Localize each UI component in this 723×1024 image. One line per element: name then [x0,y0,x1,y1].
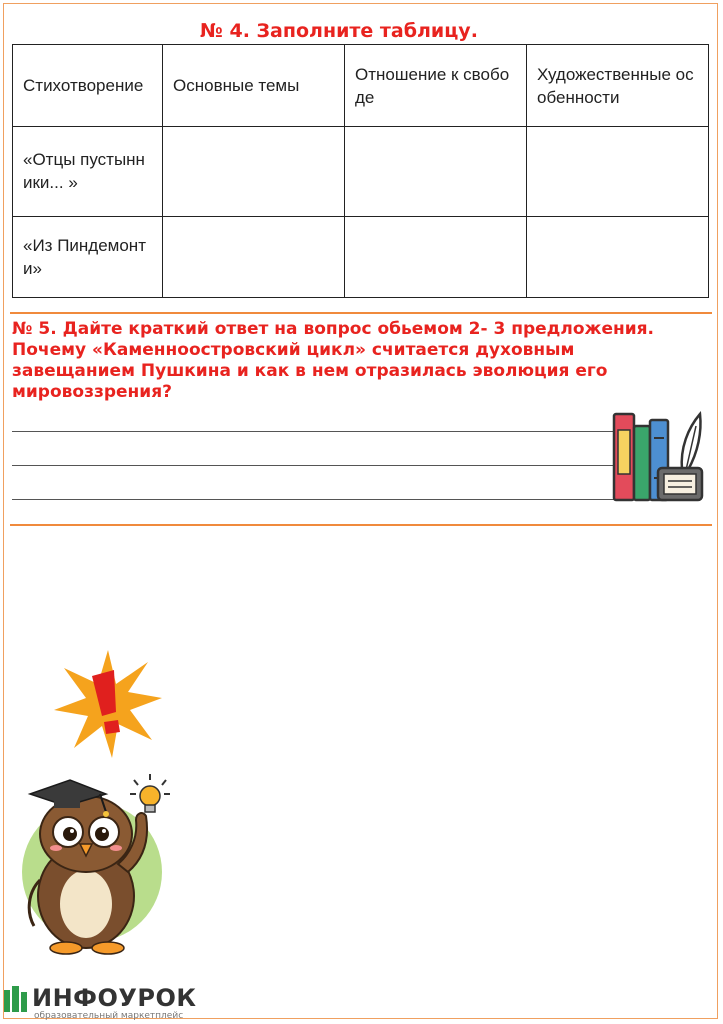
owl-mascot-icon [10,776,180,960]
infourok-logo-icon [2,986,30,1012]
answer-line[interactable] [12,499,620,500]
header-cell-freedom: Отношение к свободе [345,45,527,127]
table-row [13,127,709,216]
task4-title: № 4. Заполните таблицу. [200,20,478,42]
answer-cell[interactable] [163,127,345,216]
section-divider [10,524,712,526]
header-cell-poem: Стихотворение [13,45,163,127]
brand-name: ИНФОУРОК [32,984,197,1012]
answer-cell[interactable] [527,127,709,216]
infourok-brand [2,984,202,1020]
row-poem-title: «Отцы пустынники... » [13,127,163,216]
header-cell-features: Художественные особенности [527,45,709,127]
answer-line[interactable] [12,431,620,432]
exclamation-burst-icon [52,648,164,760]
poems-table [12,44,709,298]
answer-cell[interactable] [527,216,709,297]
books-inkwell-icon [610,408,706,504]
brand-tagline: образовательный маркетплейс [34,1011,184,1021]
table-row [13,216,709,297]
answer-line[interactable] [12,465,620,466]
answer-cell[interactable] [345,127,527,216]
row-poem-title: «Из Пиндемонти» [13,216,163,297]
answer-cell[interactable] [163,216,345,297]
header-cell-themes: Основные темы [163,45,345,127]
task5-question: № 5. Дайте краткий ответ на вопрос обьемом 2- 3 предложения. Почему «Каменноостровский цикл» считается духовным завещанием Пушкина и как в нем отразилась эволюция его мировоззрения? [12,319,655,402]
answer-cell[interactable] [345,216,527,297]
table-header-row [13,45,709,127]
section-divider [10,312,712,314]
